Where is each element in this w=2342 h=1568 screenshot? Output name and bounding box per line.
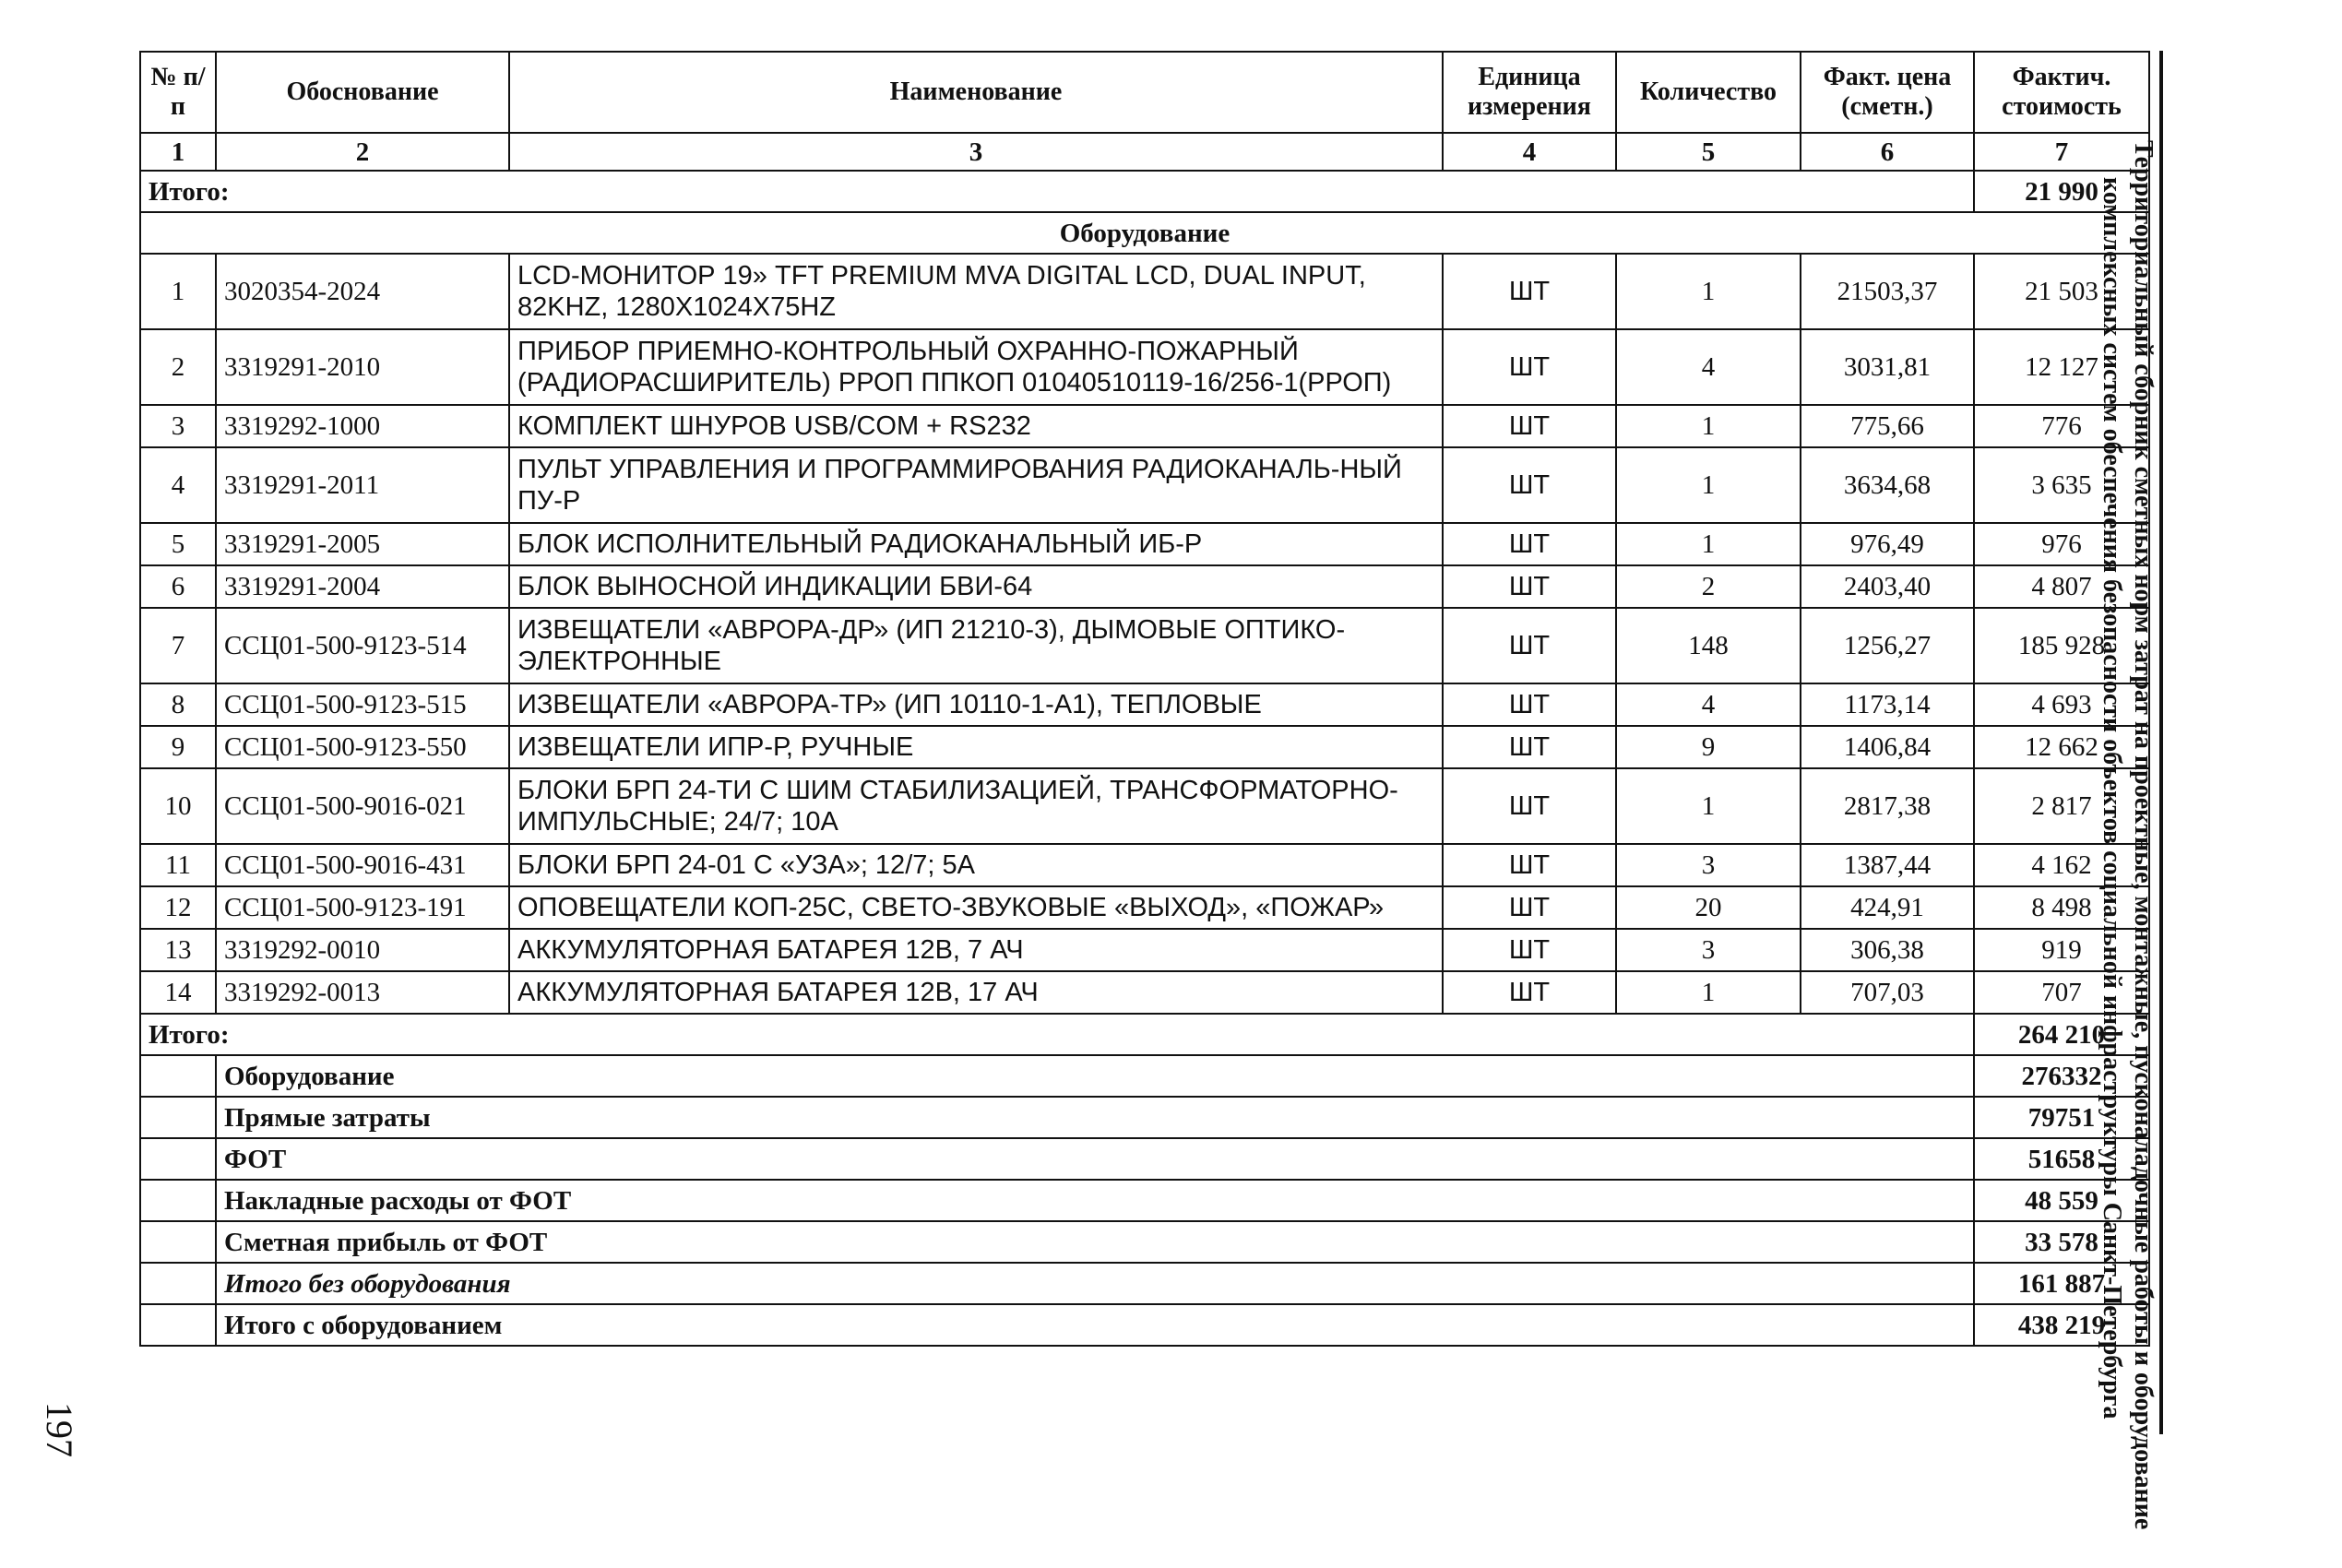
item-number: 11 — [140, 844, 216, 886]
summary-row — [140, 1304, 2149, 1346]
item-code: 3319291-2004 — [216, 565, 509, 608]
item-number: 10 — [140, 768, 216, 844]
item-price: 306,38 — [1801, 929, 1974, 971]
item-quantity: 1 — [1616, 971, 1801, 1014]
item-name: LCD-МОНИТОР 19» TFT PREMIUM MVA DIGITAL LCD, DUAL INPUT, 82KHZ, 1280X1024X75HZ — [509, 254, 1443, 329]
item-cost: 919 — [1974, 929, 2149, 971]
col-header-name: Наименование — [509, 52, 1443, 133]
item-cost: 8 498 — [1974, 886, 2149, 929]
item-code: 3319292-0010 — [216, 929, 509, 971]
summary-value: 276332 — [1974, 1055, 2149, 1097]
item-code: 3020354-2024 — [216, 254, 509, 329]
page-spine-line — [2159, 51, 2163, 1434]
col-header-cost: Фактич. стоимость — [1974, 52, 2149, 133]
item-code: ССЦ01-500-9123-550 — [216, 726, 509, 768]
item-unit: ШТ — [1443, 329, 1616, 405]
item-code: 3319292-0013 — [216, 971, 509, 1014]
item-name: КОМПЛЕКТ ШНУРОВ USB/COM + RS232 — [509, 405, 1443, 447]
item-number: 6 — [140, 565, 216, 608]
summary-value: 33 578 — [1974, 1221, 2149, 1263]
item-unit: ШТ — [1443, 886, 1616, 929]
item-name: ПУЛЬТ УПРАВЛЕНИЯ И ПРОГРАММИРОВАНИЯ РАДИОКАНАЛЬ-НЫЙ ПУ-Р — [509, 447, 1443, 523]
summary-value: 48 559 — [1974, 1180, 2149, 1221]
item-price: 976,49 — [1801, 523, 1974, 565]
item-cost: 3 635 — [1974, 447, 2149, 523]
subtotal-label: Итого: — [140, 1014, 1974, 1055]
table-row — [140, 844, 2149, 886]
item-quantity: 1 — [1616, 447, 1801, 523]
item-price: 775,66 — [1801, 405, 1974, 447]
summary-blank — [140, 1138, 216, 1180]
summary-row — [140, 1138, 2149, 1180]
item-unit: ШТ — [1443, 768, 1616, 844]
item-price: 1256,27 — [1801, 608, 1974, 683]
item-code: 3319291-2005 — [216, 523, 509, 565]
item-cost: 707 — [1974, 971, 2149, 1014]
item-code: ССЦ01-500-9123-191 — [216, 886, 509, 929]
item-quantity: 2 — [1616, 565, 1801, 608]
subtotal-value: 264 210 — [1974, 1014, 2149, 1055]
summary-value: 438 219 — [1974, 1304, 2149, 1346]
col-number: 7 — [1974, 133, 2149, 171]
item-number: 7 — [140, 608, 216, 683]
subtotal-value: 21 990 — [1974, 171, 2149, 212]
summary-label: Накладные расходы от ФОТ — [216, 1180, 1974, 1221]
section-title-row — [140, 212, 2149, 254]
item-name: ОПОВЕЩАТЕЛИ КОП-25С, СВЕТО-ЗВУКОВЫЕ «ВЫХОД», «ПОЖАР» — [509, 886, 1443, 929]
col-header-quantity: Количество — [1616, 52, 1801, 133]
table-row — [140, 726, 2149, 768]
item-name: ИЗВЕЩАТЕЛИ ИПР-Р, РУЧНЫЕ — [509, 726, 1443, 768]
item-cost: 12 662 — [1974, 726, 2149, 768]
item-unit: ШТ — [1443, 844, 1616, 886]
summary-blank — [140, 1304, 216, 1346]
item-code: ССЦ01-500-9016-431 — [216, 844, 509, 886]
item-number: 14 — [140, 971, 216, 1014]
summary-label: Итого без оборудования — [216, 1263, 1974, 1304]
col-header-number: № п/п — [140, 52, 216, 133]
item-unit: ШТ — [1443, 608, 1616, 683]
col-number: 3 — [509, 133, 1443, 171]
item-name: ИЗВЕЩАТЕЛИ «АВРОРА-ТР» (ИП 10110-1-А1), ТЕПЛОВЫЕ — [509, 683, 1443, 726]
col-header-unit: Единица измерения — [1443, 52, 1616, 133]
item-price: 3031,81 — [1801, 329, 1974, 405]
estimate-table — [139, 51, 2150, 1347]
summary-label: ФОТ — [216, 1138, 1974, 1180]
item-name: АККУМУЛЯТОРНАЯ БАТАРЕЯ 12В, 17 АЧ — [509, 971, 1443, 1014]
item-unit: ШТ — [1443, 405, 1616, 447]
subtotal-top-row — [140, 171, 2149, 212]
summary-label: Оборудование — [216, 1055, 1974, 1097]
table-row — [140, 929, 2149, 971]
item-quantity: 1 — [1616, 768, 1801, 844]
summary-value: 79751 — [1974, 1097, 2149, 1138]
item-unit: ШТ — [1443, 523, 1616, 565]
summary-blank — [140, 1097, 216, 1138]
summary-row — [140, 1097, 2149, 1138]
item-quantity: 1 — [1616, 523, 1801, 565]
item-unit: ШТ — [1443, 565, 1616, 608]
item-quantity: 148 — [1616, 608, 1801, 683]
item-price: 1406,84 — [1801, 726, 1974, 768]
summary-label: Сметная прибыль от ФОТ — [216, 1221, 1974, 1263]
item-cost: 12 127 — [1974, 329, 2149, 405]
item-number: 12 — [140, 886, 216, 929]
summary-value: 161 887 — [1974, 1263, 2149, 1304]
item-price: 1387,44 — [1801, 844, 1974, 886]
item-price: 1173,14 — [1801, 683, 1974, 726]
item-price: 424,91 — [1801, 886, 1974, 929]
item-number: 4 — [140, 447, 216, 523]
item-number: 2 — [140, 329, 216, 405]
item-quantity: 3 — [1616, 844, 1801, 886]
table-row — [140, 565, 2149, 608]
item-cost: 2 817 — [1974, 768, 2149, 844]
item-cost: 4 162 — [1974, 844, 2149, 886]
item-cost: 976 — [1974, 523, 2149, 565]
table-row — [140, 405, 2149, 447]
header-row — [140, 52, 2149, 133]
item-quantity: 4 — [1616, 683, 1801, 726]
item-unit: ШТ — [1443, 683, 1616, 726]
item-code: 3319292-1000 — [216, 405, 509, 447]
item-code: ССЦ01-500-9016-021 — [216, 768, 509, 844]
subtotal-label: Итого: — [140, 171, 1974, 212]
item-number: 1 — [140, 254, 216, 329]
item-code: ССЦ01-500-9123-515 — [216, 683, 509, 726]
item-quantity: 4 — [1616, 329, 1801, 405]
table-row — [140, 447, 2149, 523]
item-name: ИЗВЕЩАТЕЛИ «АВРОРА-ДР» (ИП 21210-3), ДЫМОВЫЕ ОПТИКО-ЭЛЕКТРОННЫЕ — [509, 608, 1443, 683]
item-price: 707,03 — [1801, 971, 1974, 1014]
table-row — [140, 523, 2149, 565]
item-price: 2817,38 — [1801, 768, 1974, 844]
item-cost: 4 693 — [1974, 683, 2149, 726]
item-unit: ШТ — [1443, 726, 1616, 768]
item-name: ПРИБОР ПРИЕМНО-КОНТРОЛЬНЫЙ ОХРАННО-ПОЖАРНЫЙ (РАДИОРАСШИРИТЕЛЬ) РРОП ППКОП 01040510119-16/256-1(РРОП) — [509, 329, 1443, 405]
side-caption — [1992, 140, 2158, 1530]
item-code: ССЦ01-500-9123-514 — [216, 608, 509, 683]
table-row — [140, 971, 2149, 1014]
item-quantity: 20 — [1616, 886, 1801, 929]
table-row — [140, 329, 2149, 405]
col-number: 1 — [140, 133, 216, 171]
side-caption-line-1: Территориальный сборник сметных норм затрат на проектные, монтажные, пусконаладочные работы и оборудование — [2129, 140, 2158, 1530]
column-number-row — [140, 133, 2149, 171]
item-cost: 776 — [1974, 405, 2149, 447]
item-name: БЛОКИ БРП 24-01 С «УЗА»; 12/7; 5А — [509, 844, 1443, 886]
item-code: 3319291-2010 — [216, 329, 509, 405]
item-number: 8 — [140, 683, 216, 726]
col-number: 2 — [216, 133, 509, 171]
summary-blank — [140, 1263, 216, 1304]
item-quantity: 1 — [1616, 405, 1801, 447]
summary-label: Итого с оборудованием — [216, 1304, 1974, 1346]
table-row — [140, 683, 2149, 726]
item-code: 3319291-2011 — [216, 447, 509, 523]
page-number: 197 — [39, 1402, 80, 1457]
item-cost: 4 807 — [1974, 565, 2149, 608]
item-cost: 185 928 — [1974, 608, 2149, 683]
col-number: 4 — [1443, 133, 1616, 171]
item-name: АККУМУЛЯТОРНАЯ БАТАРЕЯ 12В, 7 АЧ — [509, 929, 1443, 971]
subtotal-items-row — [140, 1014, 2149, 1055]
item-unit: ШТ — [1443, 929, 1616, 971]
item-price: 3634,68 — [1801, 447, 1974, 523]
summary-row — [140, 1055, 2149, 1097]
summary-blank — [140, 1180, 216, 1221]
col-header-basis: Обоснование — [216, 52, 509, 133]
item-quantity: 3 — [1616, 929, 1801, 971]
summary-row — [140, 1221, 2149, 1263]
item-number: 3 — [140, 405, 216, 447]
item-unit: ШТ — [1443, 254, 1616, 329]
summary-label: Прямые затраты — [216, 1097, 1974, 1138]
summary-blank — [140, 1055, 216, 1097]
col-number: 5 — [1616, 133, 1801, 171]
item-price: 21503,37 — [1801, 254, 1974, 329]
table-row — [140, 768, 2149, 844]
item-price: 2403,40 — [1801, 565, 1974, 608]
col-number: 6 — [1801, 133, 1974, 171]
table-row — [140, 886, 2149, 929]
item-number: 5 — [140, 523, 216, 565]
summary-row — [140, 1180, 2149, 1221]
summary-value: 51658 — [1974, 1138, 2149, 1180]
item-cost: 21 503 — [1974, 254, 2149, 329]
item-quantity: 1 — [1616, 254, 1801, 329]
item-unit: ШТ — [1443, 447, 1616, 523]
summary-row — [140, 1263, 2149, 1304]
item-number: 9 — [140, 726, 216, 768]
summary-blank — [140, 1221, 216, 1263]
item-quantity: 9 — [1616, 726, 1801, 768]
item-number: 13 — [140, 929, 216, 971]
item-name: БЛОК ИСПОЛНИТЕЛЬНЫЙ РАДИОКАНАЛЬНЫЙ ИБ-Р — [509, 523, 1443, 565]
item-name: БЛОКИ БРП 24-ТИ С ШИМ СТАБИЛИЗАЦИЕЙ, ТРАНСФОРМАТОРНО-ИМПУЛЬСНЫЕ; 24/7; 10А — [509, 768, 1443, 844]
side-caption-line-2: комплексных систем обеспечения безопасности объектов социальной инфраструктуры Санкт-Петербурга — [2098, 177, 2126, 1420]
section-title: Оборудование — [140, 212, 2149, 254]
item-name: БЛОК ВЫНОСНОЙ ИНДИКАЦИИ БВИ-64 — [509, 565, 1443, 608]
item-unit: ШТ — [1443, 971, 1616, 1014]
table-row — [140, 608, 2149, 683]
col-header-price: Факт. цена (сметн.) — [1801, 52, 1974, 133]
table-row — [140, 254, 2149, 329]
